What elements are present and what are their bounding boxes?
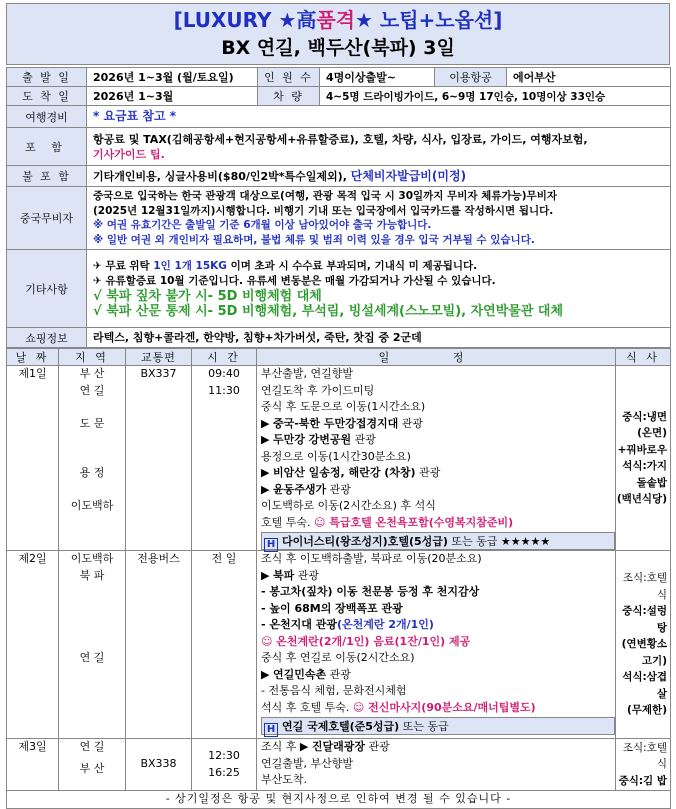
page-header: [6, 3, 670, 65]
col-meal: 식 사: [616, 349, 671, 366]
day1-itinerary: 부산출발, 연길향발 연길도착 후 가이드미팅 중식 후 도문으로 이동(1시간소요) ▶ 중국-북한 두만강접경지대 관광 ▶ 두만강 강변공원 관광 용정으로 이동(1시간30분소요) ▶ 비암산 일송정, 해란강 (차창) 관광 ▶ 윤동주생가 관광 이도백하로 이동(2시간소요) 후 석식 호텔 투숙. ☺ 특급호텔 온천욕포함(수영복지참준비) H 다이너스티(왕조성지)호텔(5성급) 또는 동급 ★★★★★: [257, 366, 616, 551]
day3-transport: BX338: [126, 739, 192, 791]
day1-label: 제1일: [7, 366, 59, 551]
col-day: 날 짜: [7, 349, 59, 366]
depart-value: 2026년 1~3월 (월/토요일): [87, 68, 258, 87]
arrive-label: 도 착 일: [7, 87, 87, 106]
vehicle-label: 차 량: [258, 87, 320, 106]
col-region: 지 역: [59, 349, 126, 366]
etc-text: ✈ 무료 위탁 1인 1개 15KG 이며 초과 시 수수료 부과되며, 기내식 미 제공됩니다. ✈ 유류할증료 10월 기준입니다. 유류세 변동분은 매월 가감되거나 가산될 수 있습니다. √ 북파 짚차 불가 시- 5D 비행체험 대체 √ 북파 산문 통제 시- 5D 비행체험, 부석림, 빙설세계(스노모빌), 자연박물관 대체: [87, 250, 671, 328]
day1-row: [7, 366, 671, 551]
day2-regions: 이도백하 북 파 연 길: [59, 551, 126, 739]
day2-transport: 전용버스: [126, 551, 192, 739]
day3-times: 12:30 16:25: [192, 739, 257, 791]
hotel-icon: H: [264, 723, 278, 737]
day3-meals: 조식:호텔식 중식:김 밥: [616, 739, 671, 791]
col-transport: 교통편: [126, 349, 192, 366]
itinerary-page: [0, 3, 676, 805]
day3-label: 제3일: [7, 739, 59, 791]
hotel-icon: H: [264, 538, 278, 552]
day2-itinerary: 조식 후 이도백하출발, 북파로 이동(20분소요) ▶ 북파 관광 - 봉고차(짚차) 이동 천문봉 등정 후 천지감상 - 높이 68M의 장백폭포 관광 - 온천지대 관광(온천계란 2개/1인) ☺ 온천계란(2개/1인) 음료(1잔/1인) 제공 중식 후 연길로 이동(2시간소요) ▶ 연길민속촌 관광 - 전통음식 체험, 문화전시체험 석식 후 호텔 투숙. ☺ 전신마사지(90분소요/매너팁별도) H 연길 국제호텔(준5성급) 또는 동급: [257, 551, 616, 739]
cost-value: * 요금표 참고 *: [87, 106, 671, 128]
schedule-table: [6, 348, 671, 809]
day3-regions: 연 길 부 산: [59, 739, 126, 791]
cost-label: 여행경비: [7, 106, 87, 128]
airline-label: 이용항공: [435, 68, 507, 87]
footer-note: - 상기일정은 항공 및 현지사정으로 인하여 변경 될 수 있습니다 -: [7, 791, 671, 809]
day1-regions: 부 산 연 길 도 문 용 정 이도백하: [59, 366, 126, 551]
visa-text: 중국으로 입국하는 한국 관광객 대상으로(여행, 관광 목적 입국 시 30일까지 무비자 체류가능)무비자 (2025년 12월31일까지)시행합니다. 비행기 기내 또는 입국장에서 입국카드를 작성하시면 됩니다. ※ 여권 유효기간은 출발일 기준 6개월 이상 남아있어야 출국 가능합니다. ※ 일반 여권 외 개인비자 필요하며, 불법 체류 및 범죄 이력 있을 경우 입국 거부될 수 있습니다.: [87, 187, 671, 250]
people-value: 4명이상출발~: [320, 68, 435, 87]
exclude-label: 불 포 함: [7, 166, 87, 187]
day2-meals: 조식:호텔식 중식:설렁탕 (연변황소고기) 석식:삼겹살 (무제한): [616, 551, 671, 739]
col-itinerary: 일 정: [257, 349, 616, 366]
info-table: [6, 67, 671, 348]
vehicle-value: 4~5명 드라이빙가이드, 6~9명 17인승, 10명이상 33인승: [320, 87, 671, 106]
col-time: 시 간: [192, 349, 257, 366]
shopping-value: 라텍스, 침향+콜라겐, 한약방, 침향+차가버섯, 죽탄, 찻집 중 2군데: [87, 328, 671, 348]
day1-times: 09:40 11:30: [192, 366, 257, 551]
page-title: [LUXURY ★高품격★ 노팁+노옵션]: [173, 8, 503, 32]
etc-label: 기타사항: [7, 250, 87, 328]
day2-row: [7, 551, 671, 739]
depart-label: 출 발 일: [7, 68, 87, 87]
day3-row: [7, 739, 671, 791]
shopping-label: 쇼핑정보: [7, 328, 87, 348]
arrive-value: 2026년 1~3월: [87, 87, 258, 106]
day2-label: 제2일: [7, 551, 59, 739]
people-label: 인 원 수: [258, 68, 320, 87]
day2-hotel: H 연길 국제호텔(준5성급) 또는 동급: [261, 717, 615, 735]
page-subtitle: BX 연길, 백두산(북파) 3일: [221, 37, 455, 59]
include-label: 포 함: [7, 128, 87, 166]
day1-transport: BX337: [126, 366, 192, 551]
visa-label: 중국무비자: [7, 187, 87, 250]
day1-hotel: H 다이너스티(왕조성지)호텔(5성급) 또는 동급 ★★★★★: [261, 532, 615, 550]
day3-itinerary: 조식 후 ▶ 진달래광장 관광 연길출발, 부산향발 부산도착.: [257, 739, 616, 791]
day1-meals: 중식:냉면(온면) +꿔바로우 석식:가지돌솥밥 (백년식당): [616, 366, 671, 551]
day2-times: 전 일: [192, 551, 257, 739]
include-text: 항공료 및 TAX(김해공항세+현지공항세+유류할증료), 호텔, 차량, 식사, 입장료, 가이드, 여행자보험, 기사가이드 팁.: [87, 128, 671, 166]
exclude-text: 기타개인비용, 싱글사용비($80/인2박*특수일제외), 단체비자발급비(미정): [87, 166, 671, 187]
airline-value: 에어부산: [507, 68, 671, 87]
